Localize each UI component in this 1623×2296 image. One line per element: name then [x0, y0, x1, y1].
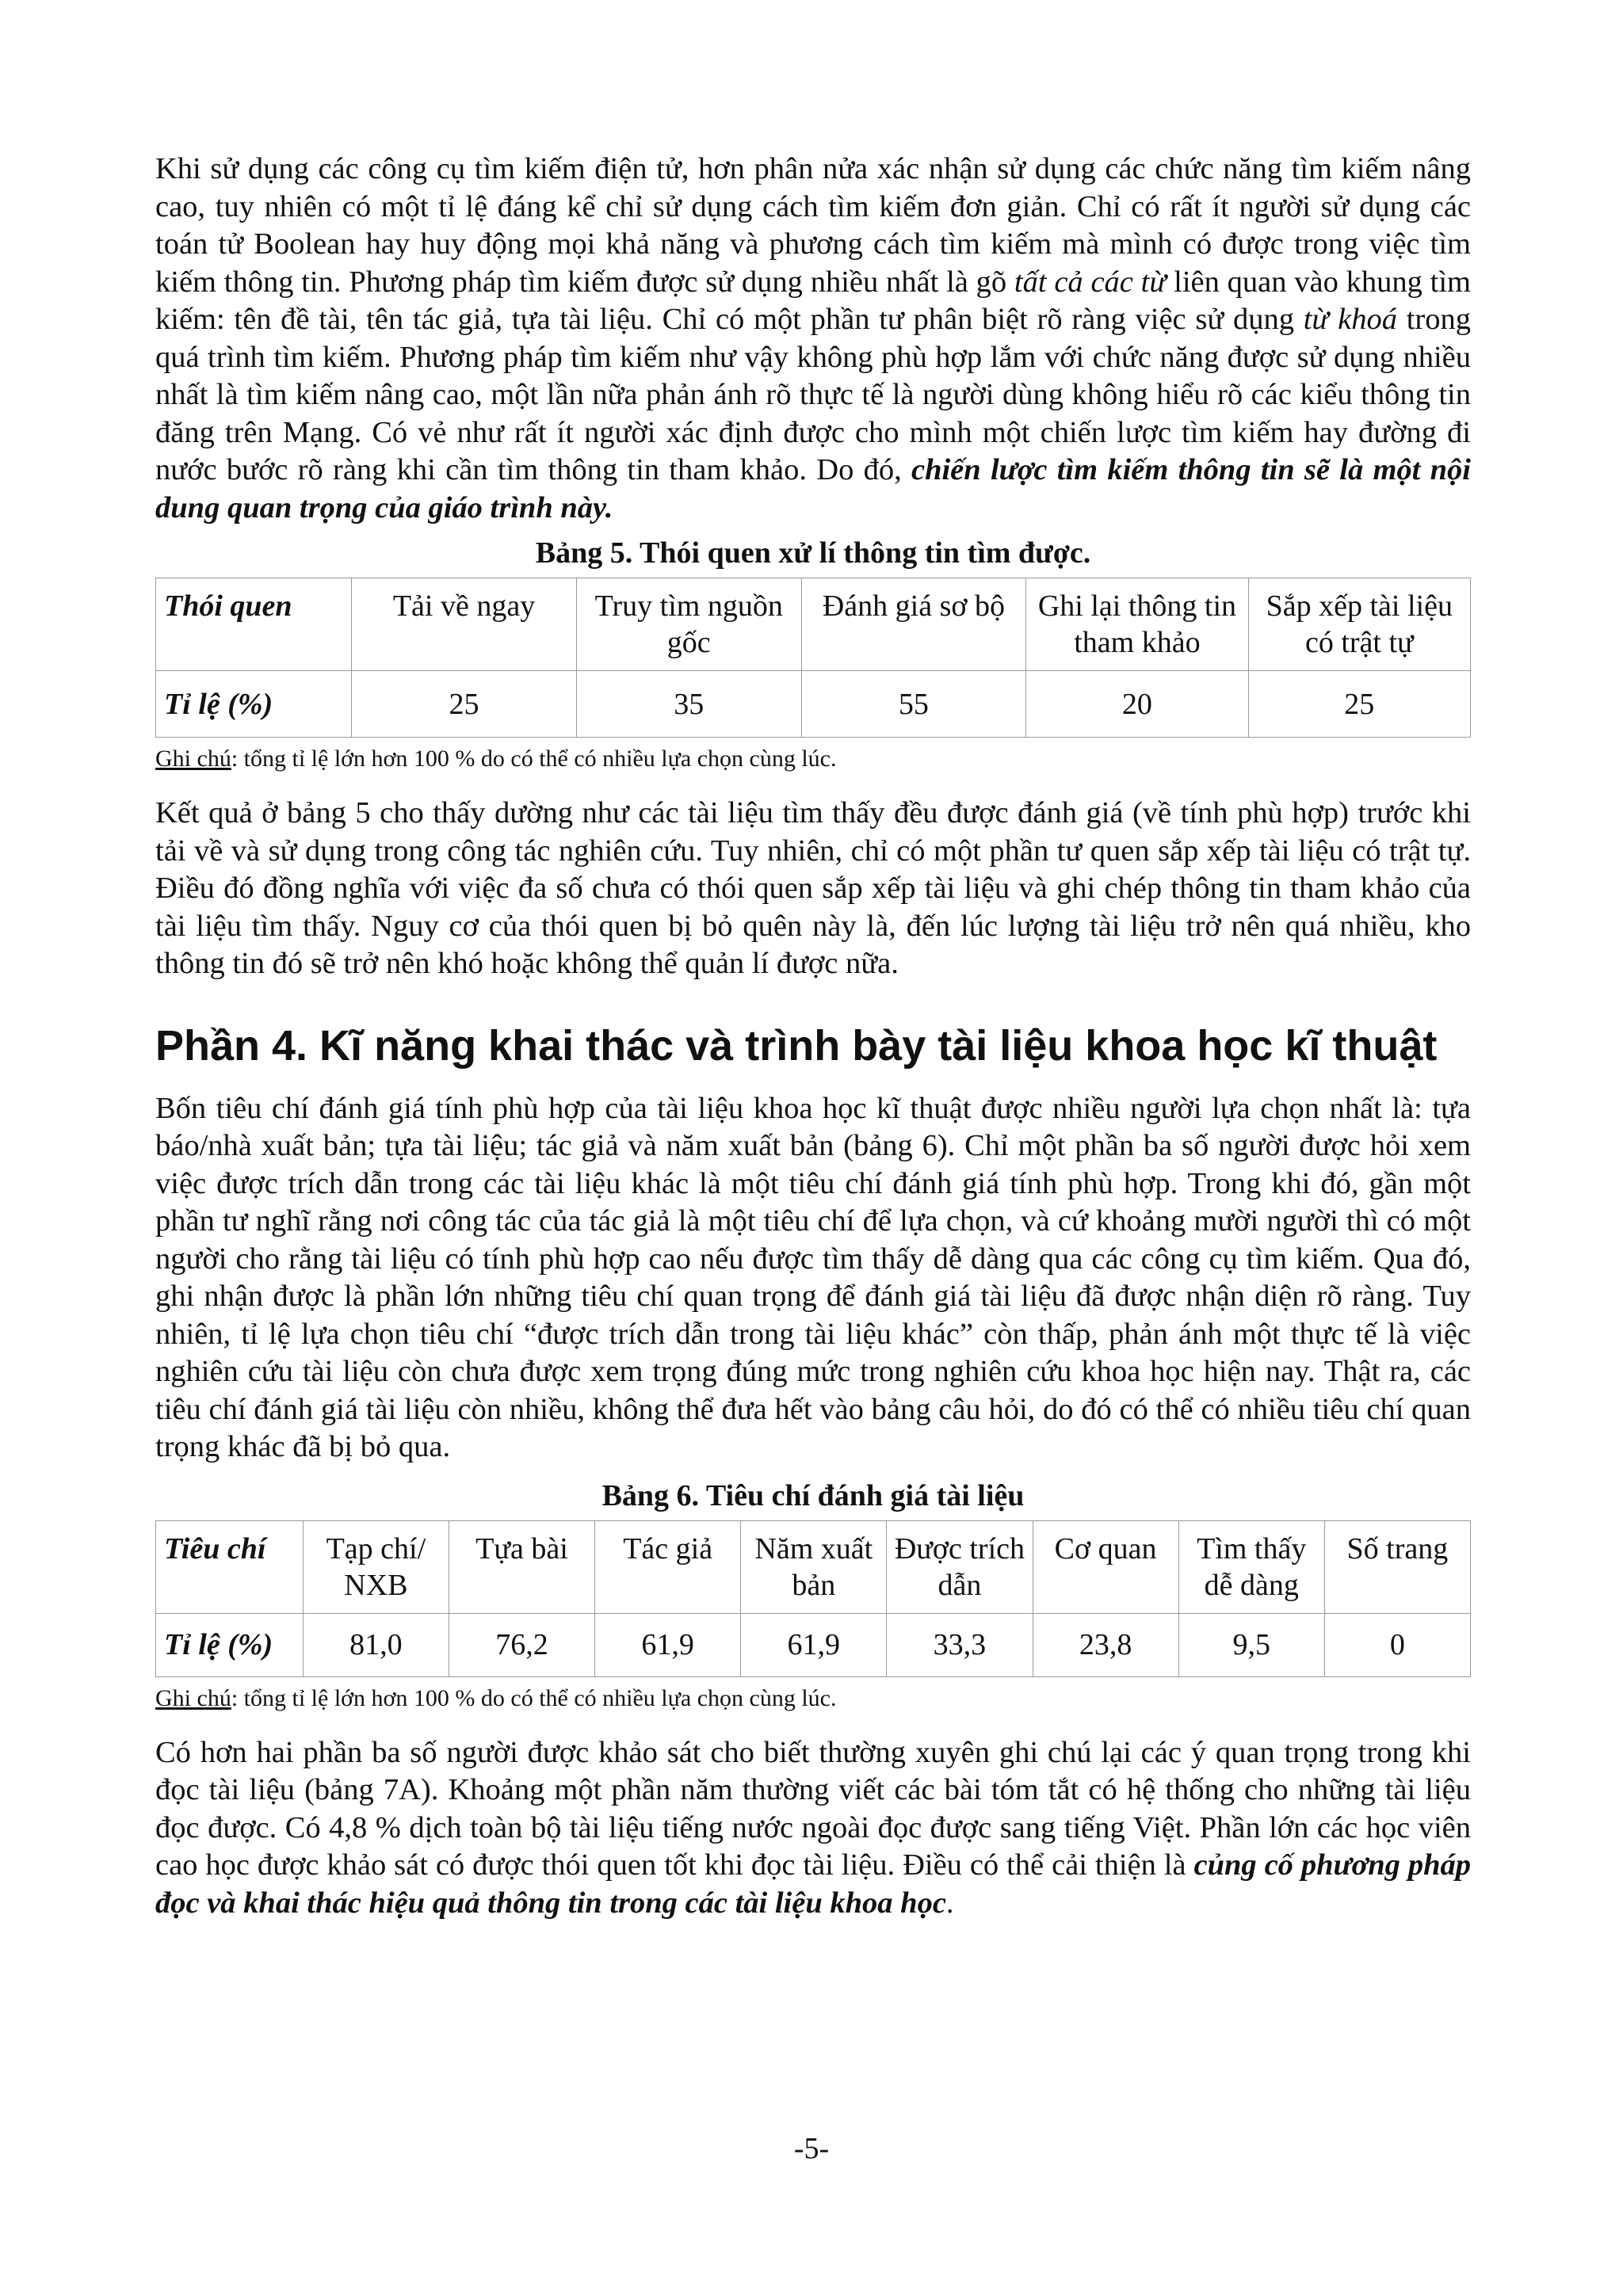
table5-col-2: Đánh giá sơ bộ [801, 578, 1026, 671]
table5-value-1: 35 [576, 671, 801, 738]
table6-header-row [156, 1520, 1471, 1613]
table6-value-0: 81,0 [303, 1613, 449, 1676]
table5-value-0: 25 [352, 671, 577, 738]
paragraph-search-tools: Khi sử dụng các công cụ tìm kiếm điện tử, hơn phân nửa xác nhận sử dụng các chức năng tìm kiếm nâng cao, tuy nhiên có một tỉ lệ đáng kể chỉ sử dụng cách tìm kiếm đơn giản. Chỉ có rất ít người sử dụng các toán tử Boolean hay huy động mọi khả năng và phương cách tìm kiếm mà mình có được trong việc tìm kiếm thông tin. Phương pháp tìm kiếm được sử dụng nhiều nhất là gõ tất cả các từ liên quan vào khung tìm kiếm: tên đề tài, tên tác giả, tựa tài liệu. Chỉ có một phần tư phân biệt rõ ràng việc sử dụng từ khoá trong quá trình tìm kiếm. Phương pháp tìm kiếm như vậy không phù hợp lắm với chức năng được sử dụng nhiều nhất là tìm kiếm nâng cao, một lần nữa phản ánh rõ thực tế là người dùng không hiểu rõ các kiểu thông tin đăng trên Mạng. Có vẻ như rất ít người xác định được cho mình một chiến lược tìm kiếm hay đường đi nước bước rõ ràng khi cần tìm thông tin tham khảo. Do đó, chiến lược tìm kiếm thông tin sẽ là một nội dung quan trọng của giáo trình này. [155, 152, 1471, 524]
paragraph-reading-habits: Có hơn hai phần ba số người được khảo sát cho biết thường xuyên ghi chú lại các ý quan trọng trong khi đọc tài liệu (bảng 7A). Khoảng một phần năm thường viết các bài tóm tắt có hệ thống cho những tài liệu đọc được. Có 4,8 % dịch toàn bộ tài liệu tiếng nước ngoài đọc được sang tiếng Việt. Phần lớn các học viên cao học được khảo sát có được thói quen tốt khi đọc tài liệu. Điều có thể cải thiện là củng cố phương pháp đọc và khai thác hiệu quả thông tin trong các tài liệu khoa học. [155, 1735, 1471, 1920]
emphasis-keyword: từ khoá [1303, 303, 1397, 336]
table6-note: Ghi chú: tổng tỉ lệ lớn hơn 100 % do có thể có nhiều lựa chọn cùng lúc. [155, 1684, 837, 1711]
table6-value-2: 61,9 [595, 1613, 741, 1676]
table6-col-0: Tạp chí/ NXB [303, 1520, 449, 1613]
paragraph-table5-results: Kết quả ở bảng 5 cho thấy dường như các tài liệu tìm thấy đều được đánh giá (về tính phù hợp) trước khi tải về và sử dụng trong công tác nghiên cứu. Tuy nhiên, chỉ có một phần tư quen sắp xếp tài liệu có trật tự. Điều đó đồng nghĩa với việc đa số chưa có thói quen sắp xếp tài liệu và ghi chép thông tin tham khảo của tài liệu tìm thấy. Nguy cơ của thói quen bị bỏ quên này là, đến lúc lượng tài liệu trở nên quá nhiều, kho thông tin đó sẽ trở nên khó hoặc không thể quản lí được nữa. [155, 796, 1471, 980]
table6-value-1: 76,2 [449, 1613, 594, 1676]
table5-col-4: Sắp xếp tài liệu có trật tự [1248, 578, 1470, 671]
table5-value-3: 20 [1026, 671, 1248, 738]
page-content [155, 151, 1471, 1922]
table6 [155, 1520, 1471, 1677]
table5-caption: Bảng 5. Thói quen xử lí thông tin tìm được. [535, 536, 1091, 570]
conclusion-emphasis: chiến lược tìm kiếm thông tin sẽ là một nội dung quan trọng của giáo trình này. [155, 453, 1471, 524]
table6-col-4: Được trích dẫn [887, 1520, 1033, 1613]
table6-col-5: Cơ quan [1033, 1520, 1178, 1613]
table5-value-4: 25 [1248, 671, 1470, 738]
page-number: -5- [793, 2132, 830, 2165]
table5-col-1: Truy tìm nguồn gốc [576, 578, 801, 671]
emphasis-all-words: tất cả các từ [1014, 265, 1167, 299]
table6-caption: Bảng 6. Tiêu chí đánh giá tài liệu [601, 1478, 1025, 1512]
table6-col-7: Số trang [1324, 1520, 1470, 1613]
table6-value-row [156, 1613, 1471, 1676]
paragraph-criteria: Bốn tiêu chí đánh giá tính phù hợp của tài liệu khoa học kĩ thuật được nhiều người lựa chọn nhất là: tựa báo/nhà xuất bản; tựa tài liệu; tác giả và năm xuất bản (bảng 6). Chỉ một phần ba số người được hỏi xem việc được trích dẫn trong các tài liệu khác là một tiêu chí đánh giá tính phù hợp. Trong khi đó, gần một phần tư nghĩ rằng nơi công tác của tác giả là một tiêu chí để lựa chọn, và cứ khoảng mười người thì có một người cho rằng tài liệu có tính phù hợp cao nếu được tìm thấy dễ dàng qua các công cụ tìm kiếm. Qua đó, ghi nhận được là phần lớn những tiêu chí quan trọng để đánh giá tài liệu đã được nhận diện rõ ràng. Tuy nhiên, tỉ lệ lựa chọn tiêu chí “được trích dẫn trong tài liệu khác” còn thấp, phản ánh một thực tế là việc nghiên cứu tài liệu còn chưa được xem trọng đúng mức trong nghiên cứu khoa học hiện nay. Thật ra, các tiêu chí đánh giá tài liệu còn nhiều, không thể đưa hết vào bảng câu hỏi, do đó có thể có nhiều tiêu chí quan trọng khác đã bị bỏ qua. [155, 1091, 1471, 1463]
table6-col-2: Tác giả [595, 1520, 741, 1613]
table6-col-6: Tìm thấy dễ dàng [1178, 1520, 1324, 1613]
table6-value-7: 0 [1324, 1613, 1470, 1676]
table5-header-row [156, 578, 1471, 671]
table6-header-label: Tiêu chí [156, 1520, 304, 1613]
table6-value-6: 9,5 [1178, 1613, 1324, 1676]
table5-col-3: Ghi lại thông tin tham khảo [1026, 578, 1248, 671]
table5-note: Ghi chú: tổng tỉ lệ lớn hơn 100 % do có thể có nhiều lựa chọn cùng lúc. [155, 746, 837, 772]
table5-value-row [156, 671, 1471, 738]
table5-header-label: Thói quen [156, 578, 352, 671]
table5 [155, 578, 1471, 738]
table6-col-3: Năm xuất bản [741, 1520, 887, 1613]
table5-col-0: Tải về ngay [352, 578, 577, 671]
table6-value-5: 23,8 [1033, 1613, 1178, 1676]
table6-value-3: 61,9 [741, 1613, 887, 1676]
table6-value-4: 33,3 [887, 1613, 1033, 1676]
table6-col-1: Tựa bài [449, 1520, 594, 1613]
table5-value-2: 55 [801, 671, 1026, 738]
improvement-emphasis: củng cố phương pháp đọc và khai thác hiệu quả thông tin trong các tài liệu khoa học [155, 1848, 1471, 1920]
section-heading: Phần 4. Kĩ năng khai thác và trình bày tài liệu khoa học kĩ thuật [155, 1021, 1438, 1070]
table6-row-label: Tỉ lệ (%) [156, 1613, 304, 1676]
table5-row-label: Tỉ lệ (%) [156, 671, 352, 738]
